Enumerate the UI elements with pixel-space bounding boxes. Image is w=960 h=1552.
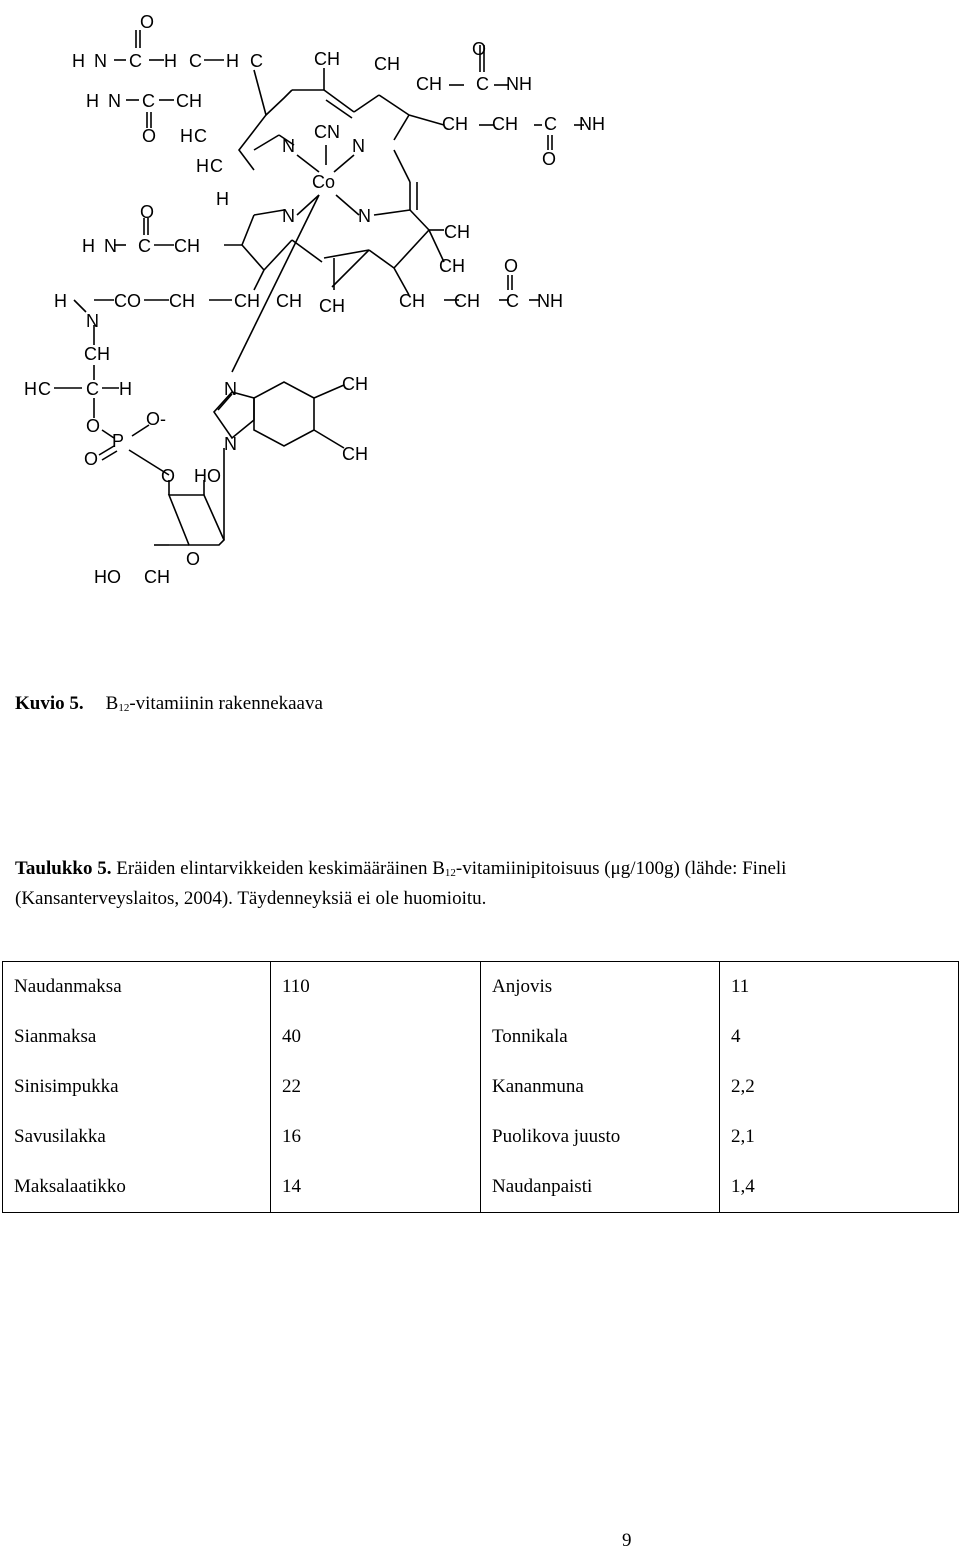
value-cell: 110 [271, 962, 481, 1013]
table-caption-sub: 12 [444, 867, 456, 879]
atom-label: CH [399, 291, 425, 311]
figure-title-sub: 12 [118, 702, 130, 714]
atom-label: O [140, 202, 155, 222]
atom-label: H [54, 291, 67, 311]
atom-label: O [140, 12, 155, 32]
atom-label: C [142, 91, 155, 111]
atom-label: NH [537, 291, 563, 311]
atom-label: H [226, 51, 239, 71]
atom-label: CH [314, 49, 340, 69]
atom-label: O [142, 126, 157, 146]
atom-label: N [108, 91, 121, 111]
atom-label: O [472, 39, 487, 59]
atom-label: CH [374, 54, 400, 74]
food-cell: Naudanmaksa [3, 962, 271, 1013]
atom-label: C [544, 114, 557, 134]
value-cell: 40 [271, 1012, 481, 1062]
atom-label: H [119, 379, 132, 399]
value-cell: 2,2 [720, 1062, 959, 1112]
atom-label: CH [442, 114, 468, 134]
page-number: 9 [622, 1530, 632, 1551]
atom-label: C [138, 236, 151, 256]
atom-label: CH [439, 256, 465, 276]
food-cell: Maksalaatikko [3, 1162, 271, 1213]
atom-label: H [196, 156, 209, 176]
food-cell: Kananmuna [481, 1062, 720, 1112]
atom-label: HO [194, 466, 221, 486]
b12-content-table [2, 961, 959, 1213]
atom-label: CH [169, 291, 195, 311]
atom-label: C [114, 291, 127, 311]
atom-label: H [164, 51, 177, 71]
atom-label: CH [492, 114, 518, 134]
figure-caption [15, 693, 323, 715]
atom-label: CH [144, 567, 170, 587]
table-row [3, 1012, 959, 1062]
atom-label: CH [84, 344, 110, 364]
atom-label: N [224, 434, 237, 454]
value-cell: 16 [271, 1112, 481, 1162]
food-cell: Sinisimpukka [3, 1062, 271, 1112]
atom-label: CN [314, 122, 340, 142]
atom-label: CH [319, 296, 345, 316]
atom-label: CH [342, 444, 368, 464]
atom-label: O [186, 549, 201, 569]
atom-label: CH [454, 291, 480, 311]
atom-label: P [112, 431, 125, 451]
atom-label: N [358, 206, 371, 226]
atom-label: O [161, 466, 176, 486]
food-cell: Savusilakka [3, 1112, 271, 1162]
atom-label: C [194, 126, 207, 146]
atom-label: H [72, 51, 85, 71]
atom-label: O [84, 449, 99, 469]
atom-label: CH [276, 291, 302, 311]
atom-label: N [282, 206, 295, 226]
atom-label: HO [94, 567, 121, 587]
atom-label: H [180, 126, 193, 146]
b12-structural-formula [14, 0, 624, 605]
atom-label: NH [506, 74, 532, 94]
atom-label: H [24, 379, 37, 399]
atom-label: N [104, 236, 117, 256]
table-label: Taulukko 5. [15, 858, 112, 879]
atom-label: C [38, 379, 51, 399]
atom-label: N [224, 379, 237, 399]
atom-label: N [282, 136, 295, 156]
atom-label: O [127, 291, 142, 311]
atom-label: CH [176, 91, 202, 111]
table-caption [15, 856, 950, 911]
value-cell: 4 [720, 1012, 959, 1062]
atom-label: N [94, 51, 107, 71]
figure-title-prefix: B [105, 693, 119, 714]
atom-label: CH [342, 374, 368, 394]
atom-label: Co [312, 172, 336, 192]
atom-label: C [210, 156, 223, 176]
atom-label: O [542, 149, 557, 169]
value-cell: 22 [271, 1062, 481, 1112]
food-cell: Tonnikala [481, 1012, 720, 1062]
food-cell: Puolikova juusto [481, 1112, 720, 1162]
table-caption-pre: Eräiden elintarvikkeiden keskimääräinen B [116, 858, 445, 879]
atom-label: NH [579, 114, 605, 134]
table-row [3, 1162, 959, 1213]
value-cell: 2,1 [720, 1112, 959, 1162]
atom-label: CH [234, 291, 260, 311]
atom-label: H [82, 236, 95, 256]
food-cell: Anjovis [481, 962, 720, 1013]
atom-label: C [506, 291, 519, 311]
atom-label: O [504, 256, 519, 276]
atom-label: CH [174, 236, 200, 256]
table-caption-post: -vitamiinipitoisuus (μg/100g) (lähde: Fineli (Kansanterveyslaitos, 2004). Täydenneyksiä ei ole huomioitu. [15, 858, 787, 909]
atom-label: H [216, 189, 229, 209]
atom-label: N [86, 311, 99, 331]
atom-label: C [189, 51, 202, 71]
atom-label: CH [444, 222, 470, 242]
table-row [3, 1112, 959, 1162]
atom-label: C [476, 74, 489, 94]
atom-label: N [352, 136, 365, 156]
value-cell: 14 [271, 1162, 481, 1213]
value-cell: 11 [720, 962, 959, 1013]
table-row [3, 1062, 959, 1112]
atom-label: CH [416, 74, 442, 94]
atom-label: O- [146, 409, 166, 429]
food-cell: Sianmaksa [3, 1012, 271, 1062]
atom-label: O [86, 416, 101, 436]
atom-label: C [250, 51, 263, 71]
figure-title-suffix: -vitamiinin rakennekaava [129, 693, 323, 714]
atom-label: C [86, 379, 99, 399]
atom-label: C [129, 51, 142, 71]
table-row [3, 962, 959, 1013]
figure-label: Kuvio 5. [15, 693, 84, 714]
value-cell: 1,4 [720, 1162, 959, 1213]
atom-label: H [86, 91, 99, 111]
food-cell: Naudanpaisti [481, 1162, 720, 1213]
